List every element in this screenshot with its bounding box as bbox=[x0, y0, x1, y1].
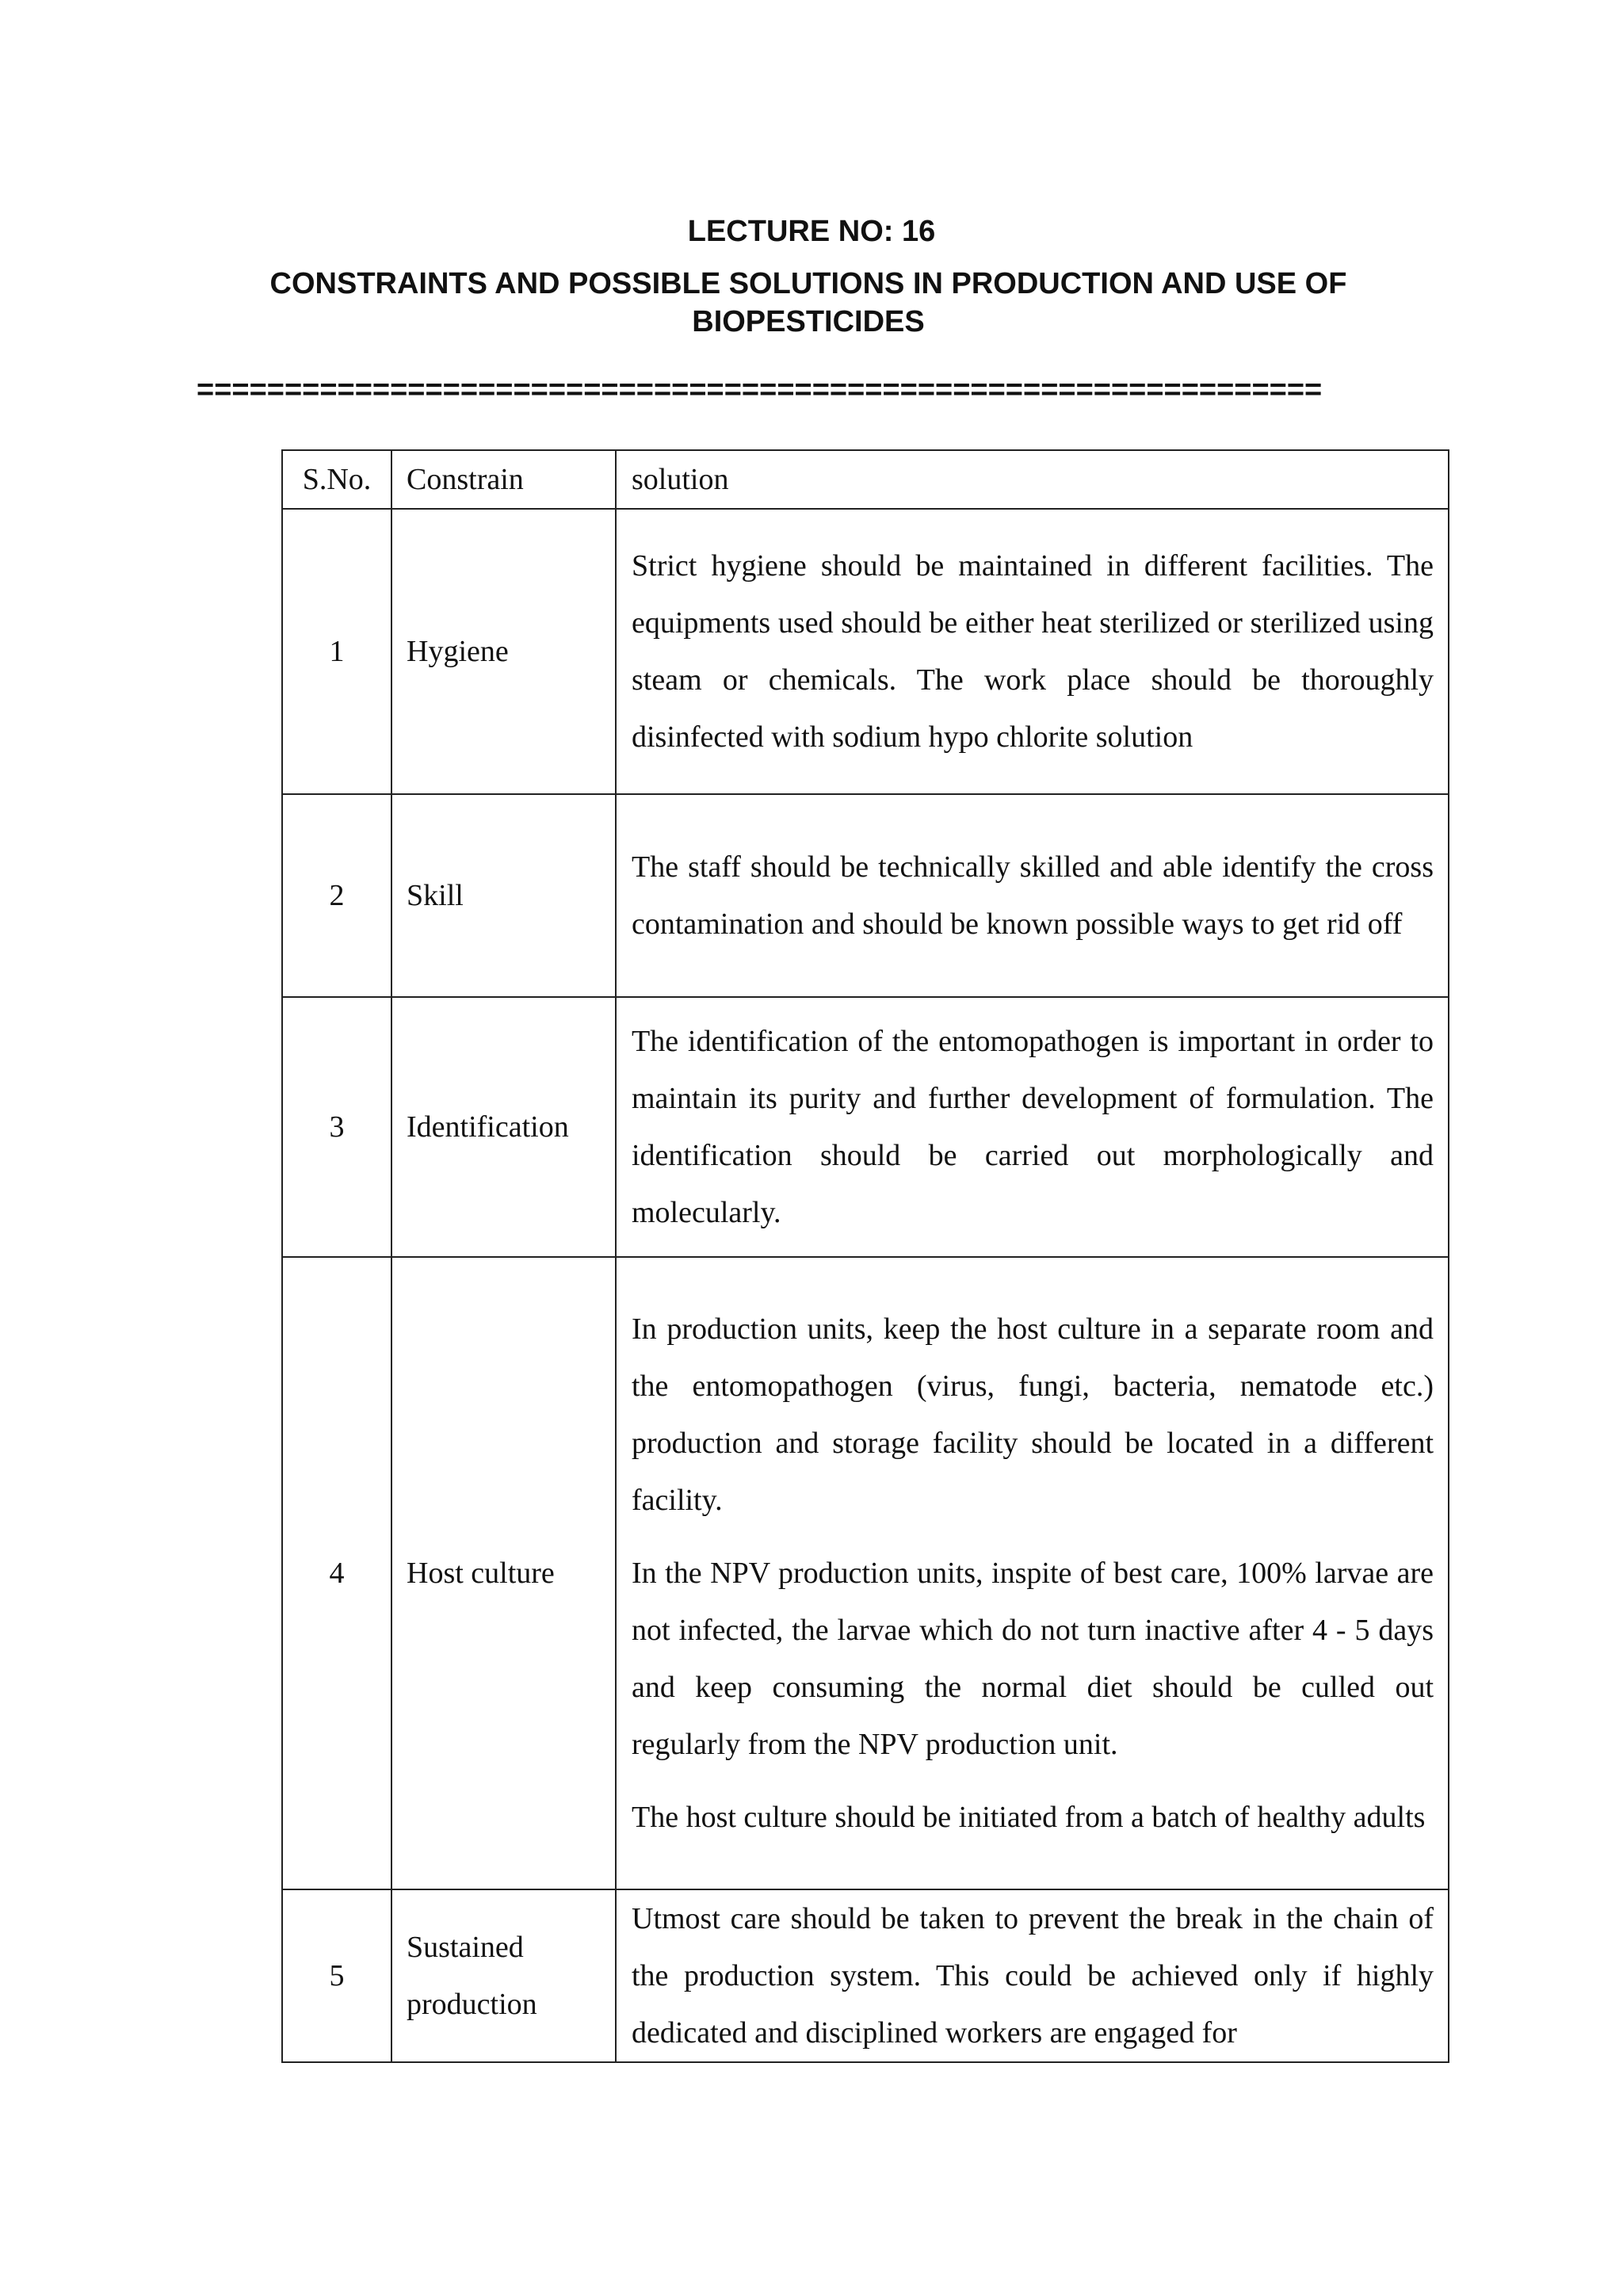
column-header-solution: solution bbox=[616, 450, 1449, 509]
serial-number-cell: 2 bbox=[282, 794, 391, 997]
solution-cell bbox=[616, 997, 1449, 1257]
column-header-constraint: Constrain bbox=[391, 450, 616, 509]
constraint-cell: Identification bbox=[391, 997, 616, 1257]
column-header-sno: S.No. bbox=[282, 450, 391, 509]
table-row bbox=[282, 1889, 1449, 2062]
constraint-cell: Hygiene bbox=[391, 509, 616, 794]
solution-paragraph: In the NPV production units, inspite of best care, 100% larvae are not infected, the larvae which do not turn inactive after 4 - 5 days and keep consuming the normal diet should be culled out regularly from the NPV production unit. bbox=[632, 1557, 1434, 1761]
table-row bbox=[282, 794, 1449, 997]
document-title: CONSTRAINTS AND POSSIBLE SOLUTIONS IN PRODUCTION AND USE OF BIOPESTICIDES bbox=[269, 267, 1347, 338]
lecture-number: LECTURE NO: 16 bbox=[687, 215, 936, 248]
solution-paragraph: The host culture should be initiated from a batch of healthy adults bbox=[632, 1801, 1426, 1834]
table-row bbox=[282, 997, 1449, 1257]
serial-number-cell: 3 bbox=[282, 997, 391, 1257]
solution-paragraph: Utmost care should be taken to prevent the break in the chain of the production system. This could be achieved only if highly dedicated and disciplined workers are engaged for bbox=[632, 1902, 1434, 2050]
solution-cell bbox=[616, 794, 1449, 997]
table-row bbox=[282, 1257, 1449, 1889]
solution-paragraph: The identification of the entomopathogen is important in order to maintain its purity and further development of formulation. The identification should be carried out morphologically and molecularly. bbox=[632, 1025, 1434, 1229]
constraint-cell: Sustained production bbox=[391, 1889, 616, 2062]
solution-cell bbox=[616, 1257, 1449, 1889]
solution-cell bbox=[616, 1889, 1449, 2062]
solution-paragraph: The staff should be technically skilled and able identify the cross contamination and should be known possible ways to get rid off bbox=[632, 850, 1434, 941]
serial-number-cell: 4 bbox=[282, 1257, 391, 1889]
solution-paragraph: In production units, keep the host culture in a separate room and the entomopathogen (virus, fungi, bacteria, nematode etc.) production and storage facility should be located in a different facility. bbox=[632, 1312, 1434, 1517]
constraints-table bbox=[281, 449, 1449, 2063]
table-header-row bbox=[282, 450, 1449, 509]
serial-number-cell: 5 bbox=[282, 1889, 391, 2062]
table-row bbox=[282, 509, 1449, 794]
constraint-cell: Skill bbox=[391, 794, 616, 997]
separator-line: ================================================================ bbox=[197, 373, 1323, 407]
serial-number-cell: 1 bbox=[282, 509, 391, 794]
solution-cell bbox=[616, 509, 1449, 794]
constraint-cell: Host culture bbox=[391, 1257, 616, 1889]
solution-paragraph: Strict hygiene should be maintained in different facilities. The equipments used should be either heat sterilized or sterilized using steam or chemicals. The work place should be thoroughly disinfected with sodium hypo chlorite solution bbox=[632, 549, 1434, 754]
